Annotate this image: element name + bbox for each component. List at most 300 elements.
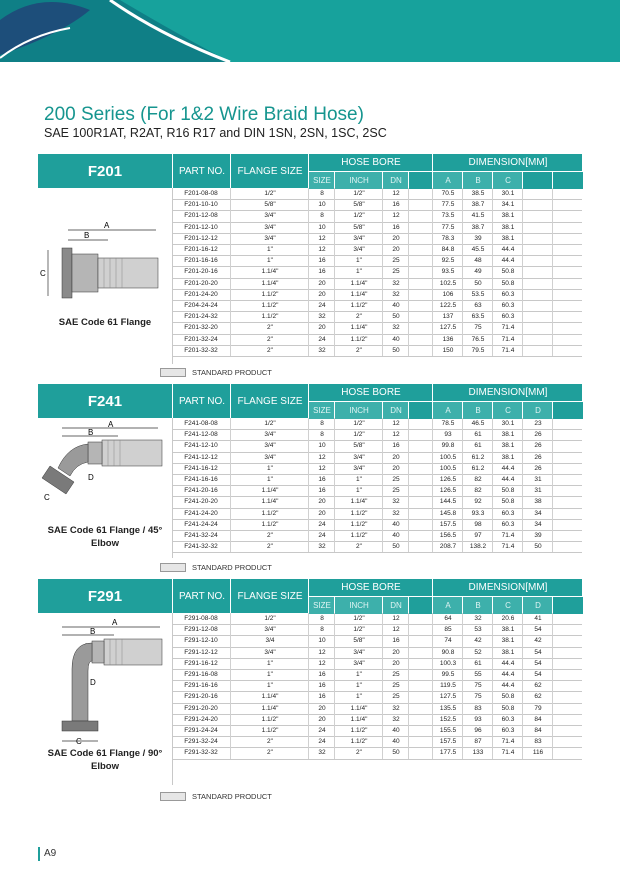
table-cell: 24 [308,530,335,541]
table-cell: 38.1 [492,222,523,233]
table-cell: 137 [432,311,463,322]
table-cell: 32 [382,278,409,289]
table-cell: 38.5 [462,188,493,199]
table-cell: 25 [382,485,409,496]
table-cell: 1.1/4" [230,485,309,496]
table-cell: 24 [308,736,335,747]
legend-swatch [160,368,186,377]
table-cell: 75 [462,680,493,691]
table-row [172,541,582,553]
table-cell: F241-12-10 [184,442,218,450]
table-cell: 23 [522,418,553,429]
table-cell: 1.1/4" [334,289,383,300]
table-cell: 45.5 [462,244,493,255]
table-cell: 16 [308,680,335,691]
table-cell [552,452,583,463]
table-cell: 32 [462,613,493,624]
table-cell: 50 [382,541,409,552]
dim-label-d: D [90,678,96,687]
table-cell: 3/4" [334,244,383,255]
dim-label-d: D [88,473,94,482]
flange-size-header: FLANGE SIZE [230,154,309,188]
table-cell [552,530,583,541]
table-cell [552,658,583,669]
table-cell: 1.1/4" [230,278,309,289]
table-cell: 1/2" [334,188,383,199]
table-cell: 3/4" [230,647,309,658]
table-cell: 3/4" [334,452,383,463]
page-subtitle: SAE 100R1AT, R2AT, R16 R17 and DIN 1SN, 2SN, 1SC, 2SC [44,126,387,140]
hose-bore-header: HOSE BORE [308,154,433,171]
table-cell: 16 [382,440,409,451]
table-cell: 24 [308,300,335,311]
table-cell: 157.5 [432,736,463,747]
table-cell: 1.1/4" [334,496,383,507]
table-cell: 63 [462,300,493,311]
table-cell: 5/8" [334,635,383,646]
table-cell: 1.1/4" [334,278,383,289]
table-cell: 16 [382,222,409,233]
table-cell: 1.1/2" [334,508,383,519]
table-cell: 32 [308,311,335,322]
table-cell: 40 [382,736,409,747]
table-cell: 30.1 [492,188,523,199]
table-cell: 84 [522,714,553,725]
table-cell: 32 [382,496,409,507]
table-cell [552,635,583,646]
blank-header [408,171,433,189]
table-cell: 44.4 [492,463,523,474]
table-cell [552,541,583,552]
table-cell: 60.3 [492,311,523,322]
blank-header [408,401,433,419]
table-cell: 24 [308,334,335,345]
table-cell: 79.5 [462,345,493,356]
table-cell: 60.3 [492,289,523,300]
hose-bore-header: HOSE BORE [308,384,433,401]
table-cell: 10 [308,222,335,233]
table-cell [522,244,553,255]
table-cell: 1" [230,255,309,266]
table-cell: 3/4" [334,658,383,669]
table-cell: 2" [334,345,383,356]
table-cell: F241-12-08 [184,431,218,439]
table-cell: 1.1/2" [334,736,383,747]
table-cell: 61.2 [462,452,493,463]
table-cell [408,289,433,300]
table-cell: 40 [382,300,409,311]
table-cell [408,222,433,233]
table-cell: 50.8 [492,703,523,714]
table-cell: 75 [462,322,493,333]
table-cell: 12 [308,244,335,255]
table-cell: F291-24-20 [184,715,218,723]
table-cell: 8 [308,624,335,635]
inch-header: INCH [334,401,383,419]
dim-c-header: C [492,596,523,614]
table-cell [408,199,433,210]
table-cell [522,188,553,199]
table-cell [522,233,553,244]
table-cell: 135.5 [432,703,463,714]
table-cell: 1.1/2" [230,714,309,725]
table-cell: F201-24-32 [184,313,218,321]
table-cell: 12 [308,233,335,244]
table-cell: 20 [308,322,335,333]
dim-label-a: A [112,618,118,627]
table-cell: 44.4 [492,669,523,680]
table-cell: 2" [334,541,383,552]
table-cell [552,669,583,680]
table-cell [552,289,583,300]
dim-c-header: C [492,401,523,419]
table-cell [408,474,433,485]
table-cell [408,725,433,736]
table-cell: 20 [382,244,409,255]
table-cell [408,322,433,333]
table-cell: 60.3 [492,725,523,736]
table-cell: 93.3 [462,508,493,519]
table-cell: 1" [230,658,309,669]
table-cell: 1" [334,669,383,680]
table-cell: 208.7 [432,541,463,552]
table-cell: 26 [522,429,553,440]
table-cell: 32 [382,508,409,519]
table-cell [552,463,583,474]
table-cell: F201-08-08 [184,190,218,197]
table-cell: 20 [308,703,335,714]
table-cell: F201-32-20 [184,324,218,332]
table-cell: 90.8 [432,647,463,658]
table-cell: F201-12-12 [184,234,218,242]
table-cell: 50 [382,345,409,356]
table-cell: 1/2" [230,188,309,199]
table-cell: 150 [432,345,463,356]
table-cell: F201-12-08 [184,212,218,220]
table-cell: 31 [522,485,553,496]
table-cell: 26 [522,463,553,474]
table-cell: 25 [382,255,409,266]
table-cell: 3/4" [334,647,383,658]
table-cell: 3/4" [230,452,309,463]
table-cell: 1.1/2" [230,300,309,311]
table-cell [522,289,553,300]
dim-c-header: C [492,171,523,189]
table-cell: 61 [462,429,493,440]
table-cell: 34 [522,508,553,519]
table-cell: 93 [432,429,463,440]
table-cell: 78.5 [432,418,463,429]
table-cell: 1" [334,691,383,702]
table-cell: 1" [230,680,309,691]
table-cell: 3/4" [230,624,309,635]
table-cell: 127.5 [432,691,463,702]
fitting-diagram [38,418,173,558]
table-cell: 2" [230,334,309,345]
table-cell: 12 [308,658,335,669]
table-cell: 71.4 [492,334,523,345]
table-cell: F291-20-16 [184,693,218,701]
table-cell: 26 [522,452,553,463]
table-cell: 50 [382,311,409,322]
table-cell: 100.3 [432,658,463,669]
table-cell: 1.1/4" [334,703,383,714]
table-cell: 71.4 [492,322,523,333]
table-cell: 100.5 [432,452,463,463]
table-cell: 20.6 [492,613,523,624]
table-cell: 1.1/4" [230,266,309,277]
table-cell [408,635,433,646]
table-cell: 1/2" [334,418,383,429]
size-header: SIZE [308,596,335,614]
table-cell: 2" [334,311,383,322]
table-cell [408,278,433,289]
table-cell: 40 [382,530,409,541]
table-cell: 3/4" [334,463,383,474]
table-cell: 54 [522,647,553,658]
table-cell: 84.8 [432,244,463,255]
table-cell: 126.5 [432,474,463,485]
table-cell: 75 [462,691,493,702]
size-header: SIZE [308,171,335,189]
dim-d-header: D [522,596,553,614]
flange-size-header: FLANGE SIZE [230,384,309,418]
table-cell: 32 [308,345,335,356]
table-cell: F291-32-32 [184,749,218,757]
table-cell: 44.4 [492,680,523,691]
table-cell: 96 [462,725,493,736]
table-cell: 83 [522,736,553,747]
table-cell: 1" [334,255,383,266]
size-header: SIZE [308,401,335,419]
table-cell [522,278,553,289]
table-cell: F291-16-16 [184,682,218,690]
table-cell: 2" [230,530,309,541]
elbow-90-fitting-drawing [38,613,172,753]
table-cell: F201-10-10 [184,201,218,209]
table-cell: 71.4 [492,747,523,758]
model-title: F201 [87,162,123,180]
table-cell: F201-32-24 [184,335,218,343]
table-cell: 93 [462,714,493,725]
table-cell: 1/2" [230,613,309,624]
table-cell: 16 [308,669,335,680]
table-cell [408,418,433,429]
table-cell [552,613,583,624]
table-cell: 1.1/4" [334,322,383,333]
table-cell: 71.4 [492,541,523,552]
table-cell [408,519,433,530]
table-cell: 20 [308,289,335,300]
dim-b-header: B [462,171,493,189]
table-cell [552,418,583,429]
table-cell: 20 [382,658,409,669]
table-cell: 122.5 [432,300,463,311]
table-cell: 26 [522,440,553,451]
table-cell [408,703,433,714]
table-cell: 32 [382,714,409,725]
table-cell: 116 [522,747,553,758]
table-cell [522,322,553,333]
table-cell: 34.1 [492,199,523,210]
legend-swatch [160,563,186,572]
table-cell [522,222,553,233]
straight-flange-fitting-drawing [38,188,172,328]
table-cell: 12 [308,463,335,474]
table-cell [408,334,433,345]
table-cell: 52 [462,647,493,658]
table-cell: 8 [308,210,335,221]
table-cell: 50 [382,747,409,758]
table-cell: 77.5 [432,199,463,210]
table-cell [408,244,433,255]
table-header [38,154,582,188]
table-cell [552,188,583,199]
table-cell [408,530,433,541]
table-cell: 144.5 [432,496,463,507]
legend-swatch [160,792,186,801]
table-cell: F291-12-12 [184,648,218,656]
table-cell [552,322,583,333]
table-cell [552,691,583,702]
table-cell [408,736,433,747]
table-cell: 62 [522,680,553,691]
table-cell [408,429,433,440]
table-cell: 127.5 [432,322,463,333]
flange-size-header: FLANGE SIZE [230,579,309,613]
table-cell: 5/8" [334,440,383,451]
table-cell: F241-20-16 [184,487,218,495]
table-cell [552,725,583,736]
table-cell: 82 [462,474,493,485]
table-cell [522,199,553,210]
table-cell: 38 [522,496,553,507]
table-cell: 32 [382,703,409,714]
table-cell: 24 [308,725,335,736]
table-cell: 12 [382,613,409,624]
table-cell: 1.1/4" [230,691,309,702]
table-cell: 99.5 [432,669,463,680]
table-cell [408,266,433,277]
table-cell: 100.5 [432,463,463,474]
table-cell: F241-16-16 [184,476,218,483]
table-cell: 20 [308,496,335,507]
table-cell: F201-32-32 [184,346,218,354]
table-cell [408,485,433,496]
table-cell: 1.1/2" [334,530,383,541]
dim-a-header: A [432,596,463,614]
table-cell: 8 [308,418,335,429]
table-cell: F241-20-20 [184,498,218,506]
table-cell [408,188,433,199]
page-title: 200 Series (For 1&2 Wire Braid Hose) [44,104,364,125]
table-cell [408,440,433,451]
table-cell: 39 [462,233,493,244]
table-cell: F201-12-10 [184,223,218,231]
table-cell: 46.5 [462,418,493,429]
table-cell: 16 [308,691,335,702]
table-cell: F201-16-16 [184,257,218,265]
table-cell [522,300,553,311]
legend-label: STANDARD PRODUCT [192,791,272,801]
table-cell [408,613,433,624]
table-cell: 77.5 [432,222,463,233]
dim-label-b: B [88,428,94,437]
table-cell [552,334,583,345]
page-number: A9 [38,847,56,861]
table-cell: 60.3 [492,508,523,519]
table-cell: 1" [334,266,383,277]
table-cell [408,210,433,221]
fitting-caption: SAE Code 61 Flange / 45° Elbow [47,525,163,549]
table-cell: 38.7 [462,199,493,210]
dn-header: DN [382,596,409,614]
table-cell: 54 [522,624,553,635]
table-cell: F201-20-16 [184,268,218,276]
table-cell: 20 [308,278,335,289]
table-cell: 16 [308,485,335,496]
part-no-header: PART NO. [172,579,231,613]
blank-header [408,596,433,614]
table-cell: 1" [334,474,383,485]
table-cell: 106 [432,289,463,300]
table-cell: 10 [308,440,335,451]
table-cell: 1.1/4" [230,496,309,507]
dimension-header: DIMENSION[MM] [432,154,583,171]
table-cell: 92 [462,496,493,507]
table-cell: 78.3 [432,233,463,244]
table-cell: 1.1/2" [334,725,383,736]
table-cell: 2" [230,747,309,758]
table-cell: 5/8" [334,222,383,233]
table-cell [408,647,433,658]
legend [160,367,272,377]
table-cell: 38.7 [462,222,493,233]
table-cell: 156.5 [432,530,463,541]
dim-a-header: A [432,171,463,189]
table-cell: 38.1 [492,647,523,658]
table-cell: 138.2 [462,541,493,552]
table-cell: 3/4" [230,233,309,244]
dim-b-header: B [462,596,493,614]
table-cell [552,508,583,519]
table-cell: 62 [522,691,553,702]
blank-header [552,596,583,614]
table-cell [552,680,583,691]
table-cell: 25 [382,474,409,485]
table-cell: F241-16-12 [184,464,218,472]
table-cell: 32 [382,289,409,300]
table-cell [408,669,433,680]
dim-label-c: C [40,269,46,278]
table-cell: 1" [334,680,383,691]
table-cell: 53 [462,624,493,635]
table-cell [552,485,583,496]
blank-header [522,171,553,189]
table-cell [408,496,433,507]
table-cell [552,519,583,530]
legend [160,562,272,572]
dim-label-b: B [90,627,96,636]
table-cell: 92.5 [432,255,463,266]
table-cell: F291-24-24 [184,727,218,734]
table-cell: 40 [382,519,409,530]
table-cell [552,429,583,440]
table-cell: 16 [382,199,409,210]
table-cell [408,541,433,552]
table-cell [522,334,553,345]
table-cell [552,210,583,221]
